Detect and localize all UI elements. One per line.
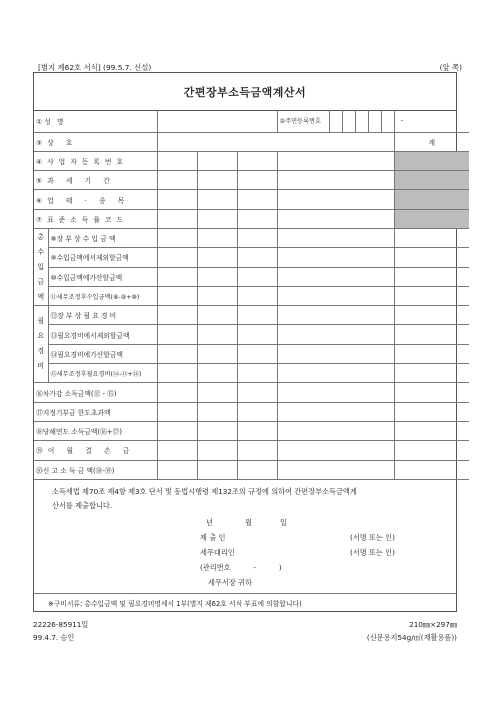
cell[interactable] (394, 228, 469, 247)
row-expense-add (34, 344, 469, 363)
cell[interactable] (277, 441, 394, 460)
cell[interactable] (157, 344, 197, 363)
cell[interactable] (197, 306, 237, 325)
result-row-label: ⑯차가감 소득금액(⑪ - ⑮) (34, 383, 157, 402)
cell[interactable] (157, 267, 197, 286)
cell[interactable] (277, 402, 394, 421)
trade-name-label: ③상 호 (34, 132, 157, 151)
cell[interactable] (237, 151, 277, 170)
cell[interactable] (277, 209, 394, 228)
cell[interactable] (394, 325, 469, 344)
cell[interactable] (197, 402, 237, 421)
cell[interactable] (197, 248, 237, 267)
cell[interactable] (237, 344, 277, 363)
form-frame (33, 72, 457, 612)
cell[interactable] (197, 383, 237, 402)
name-label: ①성 명 (34, 110, 157, 132)
cell[interactable] (197, 190, 237, 209)
cell[interactable] (277, 151, 394, 170)
row-industry (34, 190, 469, 209)
date-month: 월 (245, 518, 252, 527)
cell[interactable] (157, 402, 197, 421)
cell[interactable] (237, 460, 277, 479)
statement-text-line1: 소득세법 제70조 제4항 제3호 단서 및 동법시행령 제132조의 규정에 의하여 간편장부소득금액계 (52, 487, 357, 496)
expense-row-label: ⑮세무조정후필요경비(⑫-⑬+⑭) (48, 364, 157, 383)
cell[interactable] (277, 325, 394, 344)
row-carryover-loss (34, 441, 469, 460)
cell[interactable] (394, 267, 469, 286)
result-row-label: ⑰지정기부금 한도초과액 (34, 402, 157, 421)
resident-back-field[interactable] (394, 110, 469, 132)
calculation-table (34, 110, 469, 480)
approval-date: 99.4.7. 승인 (33, 633, 75, 642)
resident-dash: - (400, 116, 404, 125)
row-revenue-book (34, 228, 469, 247)
cell[interactable] (277, 344, 394, 363)
cell[interactable] (237, 441, 277, 460)
cell[interactable] (237, 190, 277, 209)
row-revenue-adjusted (34, 286, 469, 305)
shaded-cell (394, 171, 469, 190)
revenue-row-label: ⑪세무조정후수입금액(⑧-⑨+⑩) (48, 286, 157, 305)
cell[interactable] (277, 383, 394, 402)
cell[interactable] (277, 364, 394, 383)
row-expense-adjusted (34, 364, 469, 383)
tax-agent-sign: (서명 또는 인) (350, 548, 395, 557)
cell[interactable] (394, 441, 469, 460)
cell[interactable] (394, 421, 469, 440)
revenue-row-label: ⑩수입금액에가산할금액 (48, 267, 157, 286)
row-revenue-exclude (34, 248, 469, 267)
row-expense-book (34, 306, 469, 325)
cell[interactable] (157, 441, 197, 460)
shaded-cell (394, 209, 469, 228)
recipient: 세무서장 귀하 (208, 578, 252, 587)
standard-code-label: ⑦표준소득률코드 (34, 209, 157, 228)
row-net-income (34, 383, 469, 402)
cell[interactable] (237, 171, 277, 190)
industry-label: ⑥업 태 · 종 목 (34, 190, 157, 209)
cell[interactable] (237, 325, 277, 344)
management-number: (관리번호 - ) (200, 563, 282, 572)
cell[interactable] (157, 306, 197, 325)
cell[interactable] (277, 460, 394, 479)
shaded-cell (394, 151, 469, 170)
row-business-number (34, 151, 469, 170)
cell[interactable] (394, 383, 469, 402)
cell[interactable] (277, 248, 394, 267)
resident-digit[interactable] (368, 110, 381, 132)
cell[interactable] (394, 248, 469, 267)
date-day: 일 (280, 518, 287, 527)
row-reported-income (34, 460, 469, 479)
cell[interactable] (197, 228, 237, 247)
cell[interactable] (157, 364, 197, 383)
cell[interactable] (157, 151, 197, 170)
cell[interactable] (157, 209, 197, 228)
cell[interactable] (157, 190, 197, 209)
result-row-label: ⑱당해연도 소득금액(⑯+⑰) (34, 421, 157, 440)
expense-row-label: ⑫장 부 상 필 요 경 비 (48, 306, 157, 325)
row-standard-code (34, 209, 469, 228)
cell[interactable] (197, 344, 237, 363)
row-donation-excess (34, 402, 469, 421)
page-side: (앞 쪽) (439, 63, 462, 72)
cell[interactable] (197, 171, 237, 190)
cell[interactable] (237, 383, 277, 402)
cell[interactable] (277, 190, 394, 209)
resident-number-label: ②주민등록번호 (277, 110, 329, 132)
cell[interactable] (277, 421, 394, 440)
cell[interactable] (394, 402, 469, 421)
row-current-income (34, 421, 469, 440)
cell[interactable] (157, 248, 197, 267)
revenue-group-label: 총 수 입 금 액 (34, 228, 48, 305)
paper-size: 210㎜×297㎜ (409, 620, 457, 629)
cell[interactable] (197, 421, 237, 440)
cell[interactable] (197, 209, 237, 228)
cell[interactable] (277, 306, 394, 325)
form-code: 22226-85911일 (33, 620, 89, 629)
cell[interactable] (157, 421, 197, 440)
row-expense-exclude (34, 325, 469, 344)
trade-name-field[interactable] (157, 132, 394, 151)
footnote: ※구비서류: 총수입금액 및 필요경비명세서 1부(별지 제62호 서식 부표에 의함합니다) (34, 593, 456, 611)
cell[interactable] (394, 364, 469, 383)
name-field[interactable] (157, 110, 277, 132)
row-revenue-add (34, 267, 469, 286)
cell[interactable] (237, 209, 277, 228)
result-row-label: ⑳신 고 소 득 금 액(⑱-⑲) (34, 460, 157, 479)
resident-digit[interactable] (381, 110, 394, 132)
cell[interactable] (394, 286, 469, 305)
expense-group-label: 필 요 경 비 (34, 306, 48, 383)
cell[interactable] (157, 383, 197, 402)
cell[interactable] (277, 267, 394, 286)
cell[interactable] (237, 248, 277, 267)
cell[interactable] (197, 286, 237, 305)
cell[interactable] (157, 171, 197, 190)
cell[interactable] (237, 267, 277, 286)
resident-digit[interactable] (342, 110, 355, 132)
result-row-label: ⑲이 월 결 손 금 (34, 441, 157, 460)
row-trade-name (34, 132, 469, 151)
cell[interactable] (277, 286, 394, 305)
cell[interactable] (237, 402, 277, 421)
cell[interactable] (197, 460, 237, 479)
cell[interactable] (237, 228, 277, 247)
cell[interactable] (237, 364, 277, 383)
cell[interactable] (394, 460, 469, 479)
cell[interactable] (197, 441, 237, 460)
cell[interactable] (197, 151, 237, 170)
cell[interactable] (197, 364, 237, 383)
cell[interactable] (157, 228, 197, 247)
cell[interactable] (394, 306, 469, 325)
form-id: [별지 제62호 서식] (99.5.7. 신설) (38, 63, 152, 72)
paper-spec: (신문용지54g/㎡(재활용품)) (366, 633, 457, 642)
submitter-sign: (서명 또는 인) (350, 533, 395, 542)
tax-agent-label: 세무대리인 (200, 548, 235, 557)
row-tax-period (34, 171, 469, 190)
cell[interactable] (237, 286, 277, 305)
form-title: 간편장부소득금액계산서 (34, 73, 456, 111)
revenue-row-label: ⑨수입금액에서제외할금액 (48, 248, 157, 267)
cell[interactable] (237, 421, 277, 440)
resident-digit[interactable] (355, 110, 368, 132)
cell[interactable] (237, 306, 277, 325)
cell[interactable] (157, 286, 197, 305)
shaded-cell (394, 190, 469, 209)
row-name (34, 110, 469, 132)
cell[interactable] (197, 325, 237, 344)
cell[interactable] (157, 460, 197, 479)
expense-row-label: ⑬필요경비에서제외할금액 (48, 325, 157, 344)
cell[interactable] (277, 171, 394, 190)
expense-row-label: ⑭필요경비에가산할금액 (48, 344, 157, 363)
submitter-label: 제 출 인 (200, 533, 226, 542)
date-year: 년 (206, 518, 213, 527)
tax-period-label: ⑤과 세 기 간 (34, 171, 157, 190)
cell[interactable] (277, 228, 394, 247)
cell[interactable] (394, 344, 469, 363)
statement-text-line2: 산서를 제출합니다. (52, 501, 113, 510)
total-column-header: 계 (394, 132, 469, 151)
cell[interactable] (197, 267, 237, 286)
resident-digit[interactable] (329, 110, 342, 132)
cell[interactable] (157, 325, 197, 344)
business-number-label: ④사업자등록번호 (34, 151, 157, 170)
revenue-row-label: ⑧장 부 상 수 입 금 액 (48, 228, 157, 247)
